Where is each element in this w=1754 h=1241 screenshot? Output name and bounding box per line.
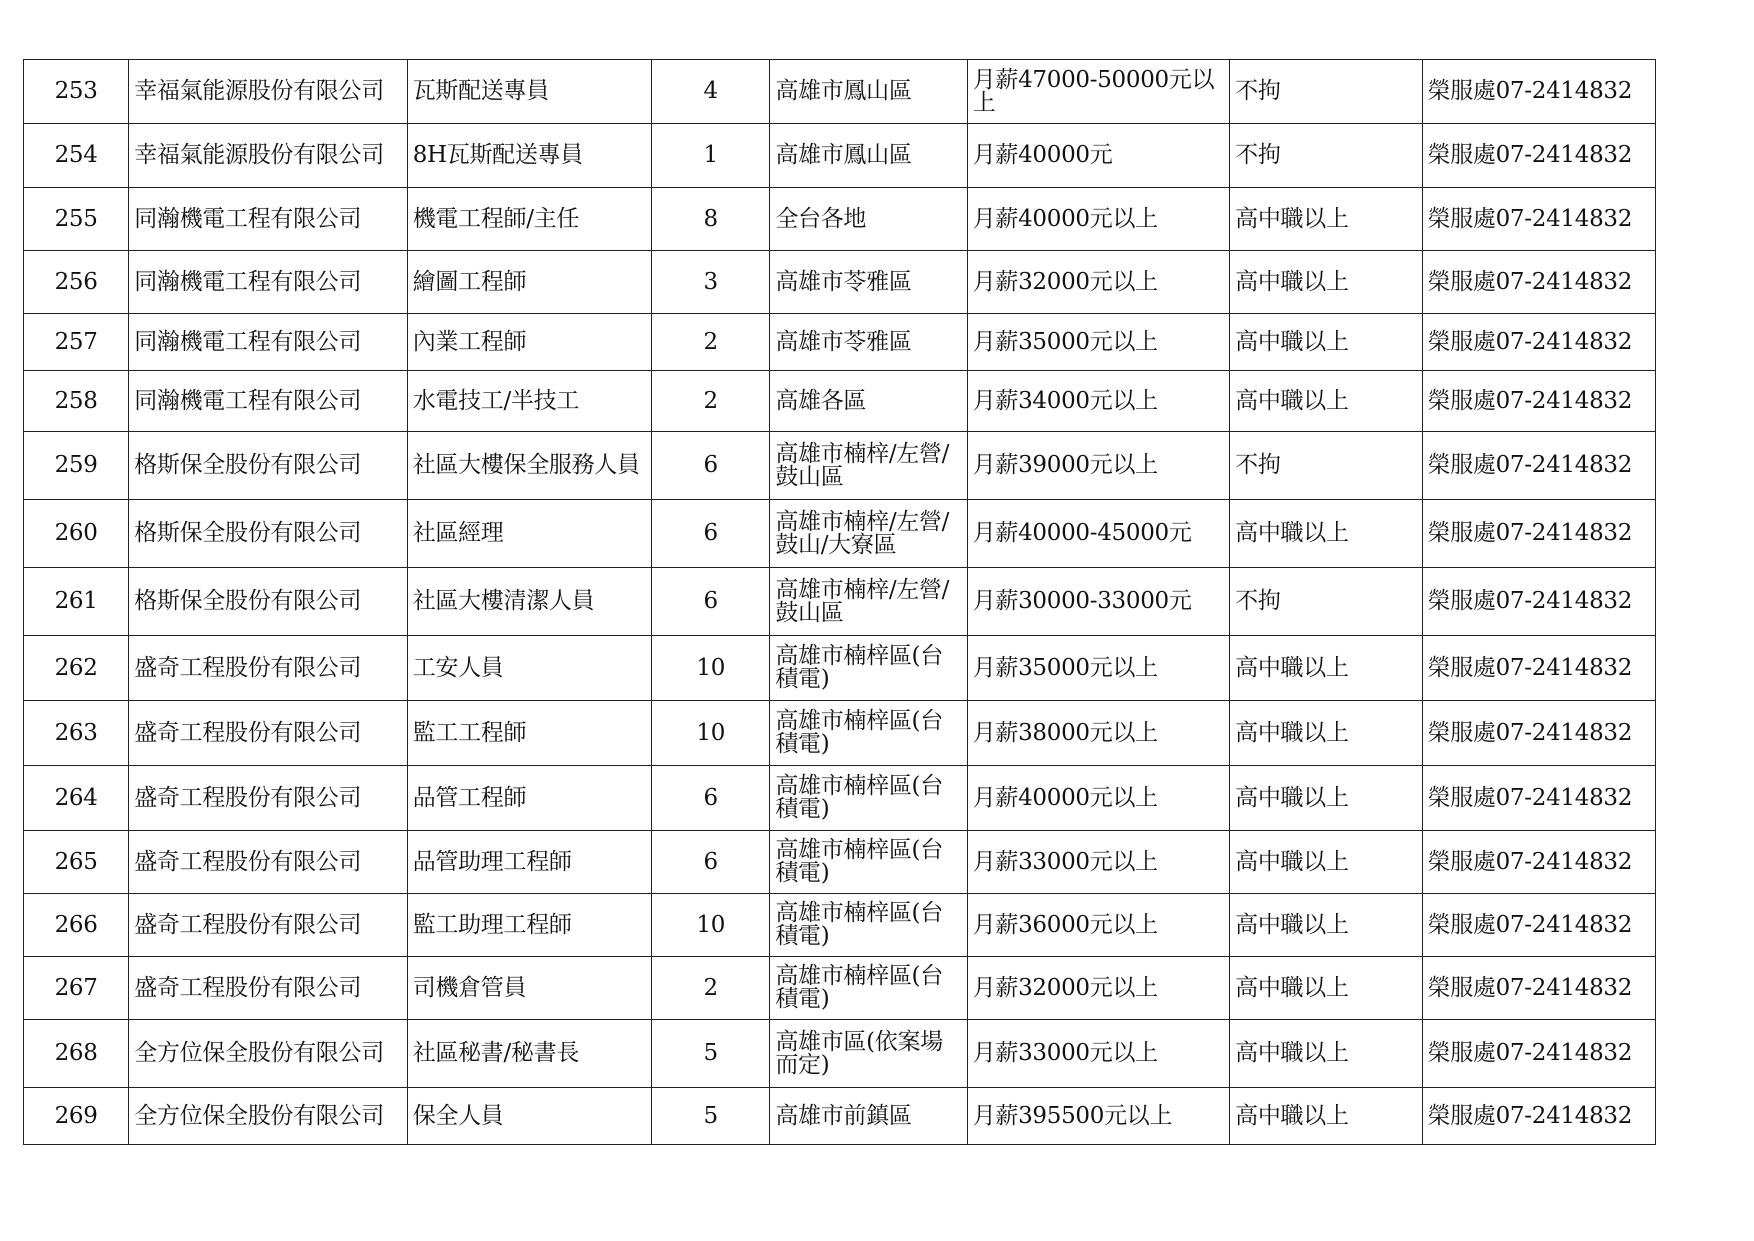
table-row xyxy=(24,1088,1656,1145)
education-cell: 不拘 xyxy=(1230,60,1422,124)
salary-cell: 月薪32000元以上 xyxy=(967,251,1229,314)
headcount-cell: 2 xyxy=(652,371,770,432)
location-cell: 高雄市楠梓區(台積電) xyxy=(770,636,967,701)
contact-cell: 榮服處07-2414832 xyxy=(1422,568,1656,636)
position-cell: 社區大樓保全服務人員 xyxy=(407,432,651,500)
education-cell: 不拘 xyxy=(1230,568,1422,636)
education-cell: 高中職以上 xyxy=(1230,831,1422,894)
headcount-cell: 5 xyxy=(652,1088,770,1145)
row-number-cell: 258 xyxy=(24,371,129,432)
position-cell: 8H瓦斯配送專員 xyxy=(407,124,651,188)
education-cell: 高中職以上 xyxy=(1230,188,1422,251)
education-cell: 高中職以上 xyxy=(1230,314,1422,371)
position-cell: 保全人員 xyxy=(407,1088,651,1145)
location-cell: 高雄市楠梓/左營/鼓山/大寮區 xyxy=(770,500,967,568)
contact-cell: 榮服處07-2414832 xyxy=(1422,60,1656,124)
company-cell: 全方位保全股份有限公司 xyxy=(129,1088,408,1145)
education-cell: 高中職以上 xyxy=(1230,636,1422,701)
table-row xyxy=(24,60,1656,124)
salary-cell: 月薪47000-50000元以上 xyxy=(967,60,1229,124)
company-cell: 格斯保全股份有限公司 xyxy=(129,432,408,500)
row-number-cell: 256 xyxy=(24,251,129,314)
contact-cell: 榮服處07-2414832 xyxy=(1422,432,1656,500)
table-row xyxy=(24,188,1656,251)
salary-cell: 月薪40000元以上 xyxy=(967,188,1229,251)
table-row xyxy=(24,1020,1656,1088)
location-cell: 高雄市楠梓/左營/鼓山區 xyxy=(770,432,967,500)
salary-cell: 月薪30000-33000元 xyxy=(967,568,1229,636)
headcount-cell: 5 xyxy=(652,1020,770,1088)
row-number-cell: 253 xyxy=(24,60,129,124)
position-cell: 司機倉管員 xyxy=(407,957,651,1020)
position-cell: 監工助理工程師 xyxy=(407,894,651,957)
position-cell: 工安人員 xyxy=(407,636,651,701)
position-cell: 品管工程師 xyxy=(407,766,651,831)
education-cell: 高中職以上 xyxy=(1230,251,1422,314)
location-cell: 高雄市鳳山區 xyxy=(770,60,967,124)
salary-cell: 月薪39000元以上 xyxy=(967,432,1229,500)
table-row xyxy=(24,701,1656,766)
row-number-cell: 264 xyxy=(24,766,129,831)
contact-cell: 榮服處07-2414832 xyxy=(1422,188,1656,251)
contact-cell: 榮服處07-2414832 xyxy=(1422,251,1656,314)
headcount-cell: 6 xyxy=(652,500,770,568)
company-cell: 盛奇工程股份有限公司 xyxy=(129,766,408,831)
headcount-cell: 8 xyxy=(652,188,770,251)
headcount-cell: 10 xyxy=(652,636,770,701)
headcount-cell: 1 xyxy=(652,124,770,188)
salary-cell: 月薪35000元以上 xyxy=(967,636,1229,701)
education-cell: 高中職以上 xyxy=(1230,701,1422,766)
contact-cell: 榮服處07-2414832 xyxy=(1422,371,1656,432)
row-number-cell: 257 xyxy=(24,314,129,371)
table-row xyxy=(24,894,1656,957)
contact-cell: 榮服處07-2414832 xyxy=(1422,314,1656,371)
company-cell: 同瀚機電工程有限公司 xyxy=(129,371,408,432)
company-cell: 盛奇工程股份有限公司 xyxy=(129,957,408,1020)
salary-cell: 月薪32000元以上 xyxy=(967,957,1229,1020)
headcount-cell: 6 xyxy=(652,432,770,500)
table-row xyxy=(24,314,1656,371)
position-cell: 水電技工/半技工 xyxy=(407,371,651,432)
salary-cell: 月薪38000元以上 xyxy=(967,701,1229,766)
headcount-cell: 6 xyxy=(652,766,770,831)
salary-cell: 月薪40000-45000元 xyxy=(967,500,1229,568)
salary-cell: 月薪36000元以上 xyxy=(967,894,1229,957)
location-cell: 高雄市區(依案場而定) xyxy=(770,1020,967,1088)
contact-cell: 榮服處07-2414832 xyxy=(1422,766,1656,831)
location-cell: 高雄各區 xyxy=(770,371,967,432)
position-cell: 機電工程師/主任 xyxy=(407,188,651,251)
table-row xyxy=(24,636,1656,701)
contact-cell: 榮服處07-2414832 xyxy=(1422,1088,1656,1145)
location-cell: 高雄市楠梓/左營/鼓山區 xyxy=(770,568,967,636)
headcount-cell: 2 xyxy=(652,314,770,371)
company-cell: 全方位保全股份有限公司 xyxy=(129,1020,408,1088)
table-row xyxy=(24,124,1656,188)
contact-cell: 榮服處07-2414832 xyxy=(1422,500,1656,568)
location-cell: 高雄市楠梓區(台積電) xyxy=(770,701,967,766)
salary-cell: 月薪33000元以上 xyxy=(967,1020,1229,1088)
salary-cell: 月薪395500元以上 xyxy=(967,1088,1229,1145)
row-number-cell: 266 xyxy=(24,894,129,957)
table-row xyxy=(24,500,1656,568)
salary-cell: 月薪40000元以上 xyxy=(967,766,1229,831)
position-cell: 社區大樓清潔人員 xyxy=(407,568,651,636)
company-cell: 同瀚機電工程有限公司 xyxy=(129,314,408,371)
row-number-cell: 254 xyxy=(24,124,129,188)
education-cell: 高中職以上 xyxy=(1230,500,1422,568)
location-cell: 高雄市鳳山區 xyxy=(770,124,967,188)
headcount-cell: 10 xyxy=(652,894,770,957)
table-row xyxy=(24,371,1656,432)
row-number-cell: 262 xyxy=(24,636,129,701)
company-cell: 盛奇工程股份有限公司 xyxy=(129,894,408,957)
location-cell: 高雄市楠梓區(台積電) xyxy=(770,831,967,894)
headcount-cell: 3 xyxy=(652,251,770,314)
position-cell: 社區經理 xyxy=(407,500,651,568)
contact-cell: 榮服處07-2414832 xyxy=(1422,831,1656,894)
location-cell: 高雄市前鎮區 xyxy=(770,1088,967,1145)
location-cell: 全台各地 xyxy=(770,188,967,251)
position-cell: 內業工程師 xyxy=(407,314,651,371)
salary-cell: 月薪34000元以上 xyxy=(967,371,1229,432)
salary-cell: 月薪35000元以上 xyxy=(967,314,1229,371)
headcount-cell: 6 xyxy=(652,831,770,894)
job-listing-table xyxy=(23,59,1656,1145)
education-cell: 高中職以上 xyxy=(1230,1020,1422,1088)
education-cell: 高中職以上 xyxy=(1230,957,1422,1020)
company-cell: 幸福氣能源股份有限公司 xyxy=(129,60,408,124)
table-row xyxy=(24,251,1656,314)
row-number-cell: 267 xyxy=(24,957,129,1020)
contact-cell: 榮服處07-2414832 xyxy=(1422,124,1656,188)
company-cell: 同瀚機電工程有限公司 xyxy=(129,251,408,314)
row-number-cell: 260 xyxy=(24,500,129,568)
position-cell: 監工工程師 xyxy=(407,701,651,766)
location-cell: 高雄市楠梓區(台積電) xyxy=(770,957,967,1020)
headcount-cell: 6 xyxy=(652,568,770,636)
table-row xyxy=(24,831,1656,894)
headcount-cell: 2 xyxy=(652,957,770,1020)
contact-cell: 榮服處07-2414832 xyxy=(1422,636,1656,701)
position-cell: 瓦斯配送專員 xyxy=(407,60,651,124)
position-cell: 社區秘書/秘書長 xyxy=(407,1020,651,1088)
table-body xyxy=(24,60,1656,1145)
salary-cell: 月薪33000元以上 xyxy=(967,831,1229,894)
table-row xyxy=(24,432,1656,500)
company-cell: 格斯保全股份有限公司 xyxy=(129,500,408,568)
table-row xyxy=(24,766,1656,831)
location-cell: 高雄市楠梓區(台積電) xyxy=(770,894,967,957)
company-cell: 格斯保全股份有限公司 xyxy=(129,568,408,636)
education-cell: 高中職以上 xyxy=(1230,766,1422,831)
headcount-cell: 4 xyxy=(652,60,770,124)
company-cell: 盛奇工程股份有限公司 xyxy=(129,701,408,766)
contact-cell: 榮服處07-2414832 xyxy=(1422,957,1656,1020)
row-number-cell: 269 xyxy=(24,1088,129,1145)
company-cell: 盛奇工程股份有限公司 xyxy=(129,831,408,894)
table-row xyxy=(24,957,1656,1020)
company-cell: 盛奇工程股份有限公司 xyxy=(129,636,408,701)
salary-cell: 月薪40000元 xyxy=(967,124,1229,188)
contact-cell: 榮服處07-2414832 xyxy=(1422,701,1656,766)
education-cell: 不拘 xyxy=(1230,124,1422,188)
row-number-cell: 265 xyxy=(24,831,129,894)
contact-cell: 榮服處07-2414832 xyxy=(1422,1020,1656,1088)
row-number-cell: 255 xyxy=(24,188,129,251)
education-cell: 高中職以上 xyxy=(1230,371,1422,432)
row-number-cell: 259 xyxy=(24,432,129,500)
location-cell: 高雄市苓雅區 xyxy=(770,314,967,371)
row-number-cell: 261 xyxy=(24,568,129,636)
company-cell: 幸福氣能源股份有限公司 xyxy=(129,124,408,188)
table-row xyxy=(24,568,1656,636)
row-number-cell: 268 xyxy=(24,1020,129,1088)
contact-cell: 榮服處07-2414832 xyxy=(1422,894,1656,957)
position-cell: 品管助理工程師 xyxy=(407,831,651,894)
education-cell: 不拘 xyxy=(1230,432,1422,500)
headcount-cell: 10 xyxy=(652,701,770,766)
position-cell: 繪圖工程師 xyxy=(407,251,651,314)
company-cell: 同瀚機電工程有限公司 xyxy=(129,188,408,251)
location-cell: 高雄市楠梓區(台積電) xyxy=(770,766,967,831)
education-cell: 高中職以上 xyxy=(1230,1088,1422,1145)
location-cell: 高雄市苓雅區 xyxy=(770,251,967,314)
education-cell: 高中職以上 xyxy=(1230,894,1422,957)
row-number-cell: 263 xyxy=(24,701,129,766)
